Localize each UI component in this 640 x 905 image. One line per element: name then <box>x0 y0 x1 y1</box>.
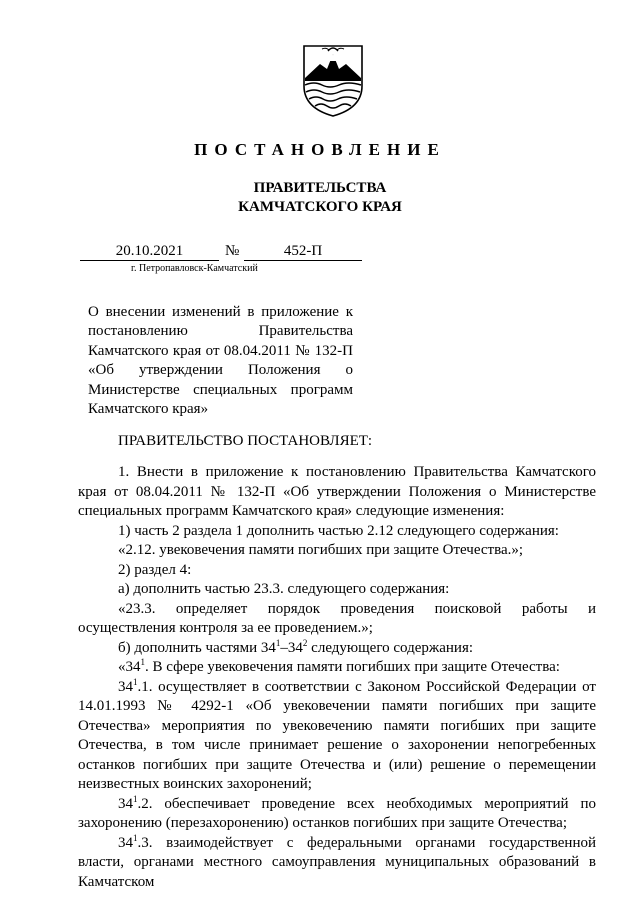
subject-line: постановлению Правительства <box>88 323 353 340</box>
text-run: 34 <box>118 795 133 812</box>
text-run: б) дополнить частями 34 <box>118 639 276 656</box>
paragraph-6: «23.3. определяет порядок проведения поисковой работы и осуществления контроля за ее проведением.»; <box>78 600 596 636</box>
document-type-heading: ПОСТАНОВЛЕНИЕ <box>194 140 446 159</box>
city-label: г. Петропавловск-Камчатский <box>131 263 258 274</box>
text-run: 34 <box>118 678 133 695</box>
text-run: «34 <box>118 659 141 675</box>
text-run: .3. взаимодействует с федеральными органами государственной власти, органами местного самоуправления муниципальных образований в Камчатском <box>78 834 596 890</box>
number-sign: № <box>225 243 240 259</box>
subject-block <box>88 303 353 419</box>
superscript: 1 <box>275 637 281 648</box>
superscript: 1 <box>133 793 138 804</box>
paragraph-10 <box>78 795 596 834</box>
kamchatka-coat-of-arms-emblem <box>300 44 366 118</box>
paragraph-9 <box>78 678 596 795</box>
document-body <box>78 463 596 892</box>
paragraph-5: а) дополнить частью 23.3. следующего содержания: <box>118 581 450 597</box>
paragraph-3: «2.12. увековечения памяти погибших при защите Отечества.»; <box>118 542 524 558</box>
text-run: .1. осуществляет в соответствии с Законом Российской Федерации от 14.01.1993 № 4292-1 «Об увековечении памяти погибших при защите Отечества» мероприятия по увековечению памяти погибших при защите Отечества, в том числе принимает решение о захоронении непогребенных останков погибших при защите Отечества и (или) решение о перемещении неизвестных воинских захоронений; <box>78 678 596 792</box>
subject-line: Министерстве специальных программ <box>88 381 353 398</box>
decree-heading: ПРАВИТЕЛЬСТВО ПОСТАНОВЛЯЕТ: <box>118 433 373 449</box>
document-number: 452-П <box>244 243 362 261</box>
paragraph-11 <box>78 834 596 893</box>
superscript: 2 <box>302 637 308 648</box>
document-date: 20.10.2021 <box>80 243 219 261</box>
text-run: . В сфере увековечения памяти погибших при защите Отечества: <box>145 659 560 675</box>
subject-line: Камчатского края от 08.04.2011 № 132-П <box>88 342 353 359</box>
paragraph-4: 2) раздел 4: <box>118 561 192 578</box>
text-run: 34 <box>118 834 133 851</box>
issuer-line-1: ПРАВИТЕЛЬСТВА <box>253 180 387 196</box>
superscript: 1 <box>133 676 138 687</box>
subject-line: «Об утверждении Положения о <box>88 362 353 379</box>
paragraph-8 <box>78 658 596 678</box>
text-run: –34 <box>280 639 303 656</box>
superscript: 1 <box>140 657 145 667</box>
subject-line: Камчатского края» <box>88 401 209 418</box>
paragraph-1: 1. Внести в приложение к постановлению Правительства Камчатского края от 08.04.2011 № 132-П «Об утверждении Положения о Министерстве специальных программ Камчатского края» следующие изменения: <box>78 464 596 519</box>
paragraph-7 <box>78 639 596 659</box>
issuer-line-2: КАМЧАТСКОГО КРАЯ <box>238 199 402 215</box>
superscript: 1 <box>133 832 138 843</box>
text-run: .2. обеспечивает проведение всех необходимых мероприятий по захоронению (перезахоронению) останков погибших при защите Отечества; <box>78 795 596 831</box>
subject-line: О внесении изменений в приложение к <box>88 304 353 320</box>
text-run: следующего содержания: <box>307 639 474 656</box>
paragraph-2: 1) часть 2 раздела 1 дополнить частью 2.12 следующего содержания: <box>118 522 559 539</box>
